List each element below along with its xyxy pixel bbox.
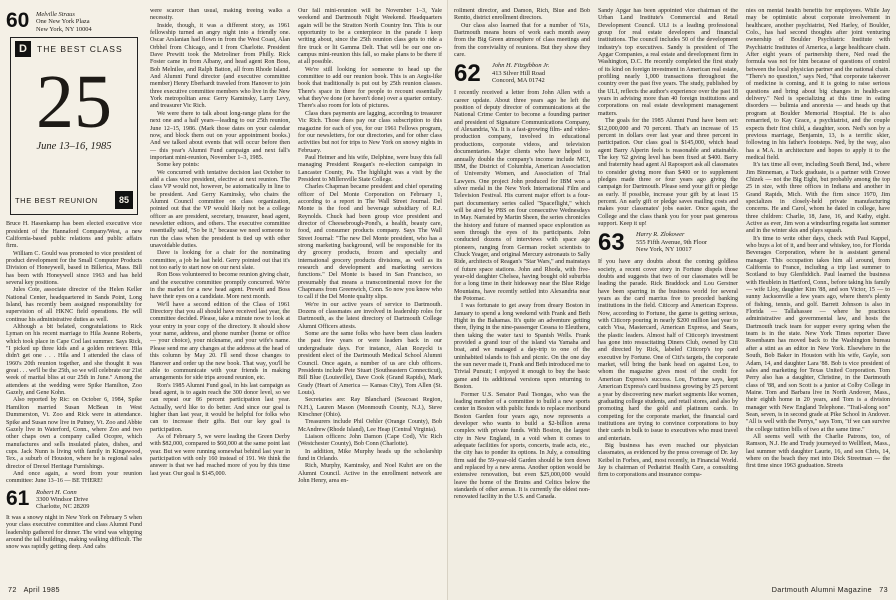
secretary-name: Harry R. Zlokower <box>636 231 685 239</box>
address-line-2: Concord, MA 01742 <box>492 77 545 85</box>
class-number: 62 <box>454 60 481 88</box>
column-5 <box>598 8 738 578</box>
column-1 <box>6 8 142 578</box>
class-number: 61 <box>6 486 30 510</box>
class-secretary-address <box>36 489 89 511</box>
column-2 <box>150 8 290 578</box>
paragraph: As of February 5, we were leading the Green Derby with $82,000, compared to $60,000 at the same point last year. But we were running somewhat behind last year in participation with only 160 instead of 191. We think the answer is that we had reached more of you by this time last year. Our goal is $145,000. <box>150 433 290 477</box>
paragraph: I recently received a letter from John Allen with a career update. About three years ago he left the position of deputy director of communications at the National Crime Center to become a founding partner and president of Signature Communications Company, of Alexandria, Va. It is a fast-growing film- and video-production company, involved in educational productions, corporate videos, and television documentaries. Major clients who have helped to annually double the company's income include MCI, IBM, the District of Columbia, American Association of University Women, and Association of Trial Lawyers. One project John produced for IBM won a silver medal in the New York International Film and Television Festival. His current major effort is a four-part documentary series called "Spaceflight," which will be aired by PBS on four consecutive Wednesdays in May. Narrated by Martin Sheen, the series chronicles the history and future of manned space exploration as seen through the eyes of its participants. John conducted dozens of interviews with space age pioneers, ranging from German rocket scientists to Chuck Yeager, and original Mercury astronauts to Sally Ride, architects of Reagan's "Star Wars," and mainstays of future space stations. John and Rhoda, with five-year-old daughter Chelsea, having bought old suburbia for a long time in their hideaway near the Blue Ridge Mountains, have recently settled into Alexandria near the Potomac. <box>454 90 590 303</box>
secretary-name: Robert H. Conn <box>36 488 77 496</box>
paragraph: Sandy Apgar has been appointed vice chairman of the Urban Land Institute's Commercial and Retail Development Council. ULI is a leading professional group for real estate developers and financial institutions. The council includes 50 of the development industry's top executives. Sandy is president of The Apgar Companies, a real estate and development firm in Washington, D.C. He recently completed the first study of its kind on foreign investment in American real estate, profiling nearly 1,000 transactions throughout the country over the past five years. The study, published by the ULI, reflects the author's experience over the past 18 years in advising more than 40 foreign institutions and corporations on real estate development management matters. <box>598 8 738 117</box>
paragraph: Class dues payments are lagging, according to treasurer Vic Rich. Those dues pay our class subscription to this magazine for each of you, for our 1961 Fellows program, for our newsletters, for our directories, and for other class activities but not for trips to New York on snowy nights in February. <box>298 110 442 154</box>
d-logo-icon: D <box>15 41 31 57</box>
paragraph: We were there to talk about long-range plans for the next one and a half years—leading to our 25th reunion, June 12–15, 1986. (Mark those dates on your calendar now, and block them out on your appointment books.) And we talked about events that will occur before then — this year's Alumni Fund campaign and next fall's important mini-reunion, November 1–3, 1985. <box>150 110 290 161</box>
paragraph: Jules Cote, associate director of the Helen Keller National Center, headquartered in Sands Point, Long Island, has recently been assigned responsibility for supervision of all HKNC field operations. He will continue his administrative duties as well. <box>6 287 142 323</box>
page-number: 72 <box>8 585 17 594</box>
paragraph: Liaison officers: John Damon (Cape Cod), Vic Rich (Westchester County), Bob Conn (Charlotte). <box>298 433 442 448</box>
paragraph: Although a bit belated, congratulations to Rick Lyman on his recent marriage to Hila Jeanne Roberts, which took place in Cape Cod last summer. Says Rick, "I picked up three kids and a golden retriever. Hila didn't get one . . . Hila and I attended the class of 1960's 20th reunion together, and she thought it was great . . . we'll be the 25th, so we will celebrate our 21st week of marital bliss at our 25th in June." Among the attendees at the wedding were Spike Hamilton, Zoo Gazely, and Gene Kohn. <box>6 324 142 397</box>
right-page <box>448 0 896 600</box>
paragraph: If you have any doubts about the coming goldless society, a recent cover story in Fortune dispels those doubts and suggests that two of our classmates will be leading the parade. Rick Braddock and Lou Gerstner have been sparring in the business world for several years as the card marrius free to preceded banking institutions in the field. Citicorp and American Express. Now, according to Fortune, the game is getting serious, with Citicorp pouring in nearly $200 million last year to catch Visa, Mastercard, American Express, and Sears, the plastic leaders. Almost half of Citicorp's investment has gone into resuscitating Diners Club, owned by Citi and directed by Rick, labeled Citicorp's top card executive by Fortune. One of Citi's targets, the corporate market, will bring the bank head on against Lou, to whom the magazine gives most of the credit for American Express's success. Lou, Fortune says, kept American Express's card business growing by 25 percent a year by discovering new market segments like women, graduating college students, and retail stores, and also by promoting hard the gold and platinum cards. In competing for the corporate market, the financial card institutions are trying to convince corporations to buy their cards in bulk to issue to executives who must travel and entertain. <box>598 259 738 442</box>
paragraph: In addition, Mike Murphy heads up the scholarship fund in Orlando. <box>298 448 442 462</box>
paragraph: Also reported by Ric: on October 6, 1984, Spike Hamilton married Susan McBean in West Dummerston, Vt. Zoo and Rick were in attendance. Spike and Susan now live in Putney, Vt. Zoo and Abbie Gazely live in Waterford, Conn., where Zoo and two other chaps own a company called Ocopre, which manufactures and sells insulated plates, dishes, and cups. Jack Nunn is living with family in Kingswood, Tex., a suburb of Houston, where he is regional sales director of Drexel Heritage Furnishings. <box>6 397 142 470</box>
secretary-name: Melville Straus <box>36 11 75 18</box>
column-6 <box>746 8 890 578</box>
address-line-1: 3300 Windsor Drive <box>36 496 89 503</box>
footer-right <box>772 585 888 594</box>
address-line-2: New York, NY 10004 <box>36 25 92 33</box>
paragraph: It was a snowy night in New York on February 5 when your class executive committee and class Alumni Fund leadership gathered for dinner. The wind was whipping around the tall buildings, making walking difficult. The snow was rapidly getting deep. And cabs <box>6 514 142 551</box>
paragraph: Our class also learned that for a number of '61s, Dartmouth means hours of work each month away from the Big Green atmosphere of class meetings and from the conviviality of reunions. But they show they care. <box>454 22 590 59</box>
paragraph: Rich, Murphy, Kaminsky, and Noel Kuhrt are on the Alumni Council. Active in the enrollment network are John Henry, area en- <box>298 463 442 484</box>
paragraph: Some are the same folks who have been class leaders the past few years or were leaders back in our undergraduate days. For instance, Alan Rozycki is president elect of the Dartmouth Medical School Alumni Council. Once again, a number of us are club officers. Presidents include Pete Stuart (Southeastern Connecticut), Bill Blue (Louisville), Dave Cook (Grand Rapids), Mark Grady (Heart of America — Kansas City), Tom Allen (St. Louis). <box>298 331 442 396</box>
class-1963-heading <box>598 231 738 255</box>
reunion-box <box>10 37 138 215</box>
paragraph: Some key points: <box>157 162 200 169</box>
paragraph: It's time to write other days, check with Paul Kappel, who buys a lot of it, and beer and whiskey, too, for Florida Beverages Corporation, where he is assistant general manager. This occupation takes him all around, from California to France, including a trip last summer to Scotland to buy Glenfiddich. Paul learned the business with Heublein in Hartford, Conn., before taking his family — wife Lloy, daughter Kim '88, and son Victor, 15 — to sunny Jacksonville a few years ago, where there's plenty of fishing, tennis, and golf. Barrett Johnson is also in Florida — Tallahassee — where he practices administrative and governmental law, and hosts the Dartmouth track team for supper every spring when the team is in the state. New York Times reporter Dave Rosenbaum has moved back to the Washington bureau after a stint as an editor in New York. Elsewhere in the South, Bob Baker in Houston with his wife, Gayle, son Adam, 14, and daughter Lara '88. Bob is vice president of sales and marketing for Texas United Corporation. Tom Perry also has a daughter, Christine, in the Dartmouth class of '88, and son Scott is a junior at Colby College in Maine. Tom and Barbara live in North Andover, Mass., their eighth home in 20 years, and Tom is a division manager with New England Telephone. "Trail-along son" Sean, seven, is in second grade at Pike School in Andover. "All is well with the Perrys," says Tom, "if we can survive the college tuition bills of two at the same time." <box>746 235 890 433</box>
paragraph: rollment director, and Damon, Rich, Blue and Bob Rentto, district enrollment directors. <box>454 8 590 22</box>
class-1960-heading <box>6 11 142 33</box>
paragraph: All seems well with the Charlie Patrons, too, of Ramson, N.J. He and Trudy journeyed to Wellfleet, Mass., last summer with daughter Laurie, 16, and son Chris, 14, where on the beach they met into Dick Streetman — the first time since 1963 graduation. Streets <box>746 433 890 470</box>
paragraph: Secretaries are: Ray Blanchard (Seacoast Region, N.H.), Lauren Mason (Monmouth County, N.J.), Steve Kirschner (Ohio). <box>298 397 442 418</box>
footer-left <box>8 585 60 594</box>
paragraph: Dave is looking for a chair for the nominating committee, a job he last held. Gerry pointed out that it's not too early to start now on our next slate. <box>150 250 290 272</box>
reunion-number: 25 <box>36 60 112 145</box>
class-1962-heading <box>454 62 590 86</box>
paragraph: We're still looking for someone to head up the committee to add our reunion book. This is an Aegis-like book that traditionally is put out by 25th reunion classes. There's space in there for people to recount essentially what they've done (or haven't done) over a quarter century. There's also room for lots of pictures. <box>298 66 442 110</box>
column-3 <box>298 8 442 578</box>
best-class-label: THE BEST CLASS <box>37 43 123 54</box>
reunion-dates: June 13–16, 1985 <box>36 141 112 153</box>
magazine-name: Dartmouth Alumni Magazine <box>771 585 872 594</box>
best-class-row <box>15 41 133 57</box>
class-secretary-address <box>492 62 549 84</box>
paragraph: Our fall mini-reunion will be November 1–3, Yale weekend and Dartmouth Night Weekend. Headquarters again will be the Stratton North Country Inn. This is our opportunity to be a centerpiece in the parade I keep writing about, since the 25th reunion class gets to ride a fire truck or lit Gamma Delt. That will be our one on-campus mini-reunion this fall, so make plans to be there if at all possible. <box>298 8 442 66</box>
page-number: 73 <box>879 585 888 594</box>
class-secretary-address <box>636 231 707 253</box>
paragraph: Inside, though, it was a different story, as 1961 fellowship turned an angry night into a friendly one. Oscar Arslanian had flown in from the West Coast, Alan Orbhel from Chicago, and I from Charlotte. President Dave Prewitt took the Metroliner from Philly. Rick Foster came in from Albany, and head agent Ron Boss, Bob Melnilee, and Ralph Batton, all from Rhode Island. And Alumni Fund director (and executive committee member) Henry Eberhardt traveled from Hanover to join three executive committee members who live in the New York metropolitan area: Gerry Kaminsky, Larry Levy, and treasurer Vic Rich. <box>150 22 290 110</box>
paragraph: Ron Boss volunteered to become reunion giving chair, and the executive committee promptly concurred. We're in the market for a new head agent. Prewitt and Boss have their eyes on a candidate. More next month. <box>150 272 290 301</box>
paragraph: Charles Chapman became president and chief operating officer of Del Monte Corporation on February 1, according to a report in The Wall Street Journal. Del Monte is the food and beverage subsidiary of R.J. Reynolds. Chuck had been group vice president and director of Cheesebrough-Pond's, a health, beauty care, food, and consumer products company. Says The Wall Street Journal: "The new Del Monte president, who has a strong marketing background, will be responsible for its dry grocery products, frozen and specialty and international grocery products divisions, as well as its research and development and marketing services functions." Del Monte is based in San Francisco, so presumably that means a transcontinental move for the Chapmans from Greenwich, Conn. So now you know who to call if the Del Monte quality slips. <box>298 184 442 301</box>
secretary-name: John H. Fitzgibbon Jr. <box>492 62 550 70</box>
year-85-icon: 85 <box>115 191 133 209</box>
class-number: 63 <box>598 229 625 257</box>
paragraph: Bruce H. Hasenkamp has been elected executive vice president of the Hannaford Company/West, a new California-based public relations and public affairs firm. <box>6 221 142 250</box>
issue-month: April 1985 <box>23 585 60 594</box>
address-line-1: One New York Plaza <box>36 18 90 26</box>
address-line-2: Charlotte, NC 28209 <box>36 503 90 511</box>
class-secretary-address <box>36 11 92 33</box>
paragraph: Ron's 1985 Alumni Fund goal, in his last campaign as head agent, is to again reach the 300 donor level, so we can repeat our 86 percent participation last year. Actually, we'd like to do better. And since our goal is higher than last year, it would be helpful for folks who can to increase their gifts. But our key goal is participation. <box>150 382 290 433</box>
paragraph: And once again, a word from your reunion committee: June 13–16 — BE THERE! <box>6 470 142 485</box>
best-reunion-label: THE BEST REUNION <box>15 195 98 205</box>
best-reunion-row <box>15 191 133 209</box>
class-1961-heading <box>6 486 142 511</box>
column-4 <box>454 8 590 578</box>
paragraph: were scarcer than usual, making treeing walks a necessity. <box>150 8 290 22</box>
paragraph: I was fortunate to get away from dreary Boston in January to spend a long weekend with Frank and Beth Hight in the Bahamas. It's quite an adventure getting there, flying in the nine-passenger Cessna to Eleuthera, then taking the water taxi to Spanish Wells. Frank provided a grand tour of the island via Yamaha and boat, and we managed a day-trip to one of the uninhabited islands to fish and picnic. On the one day the sun never made it, Frank and Beth introduced me to Trivial Pursuit; I enjoyed it enough to buy the basic game and its additional versions upon returning to Boston. <box>454 303 590 391</box>
address-line-1: 555 Fifth Avenue, 9th Floor <box>636 238 708 246</box>
paragraph: We concurred with tentative decision last October to add a class vice president, elective at next reunion. The class VP would not, however, be automatically in line to be president. And Gerry Kaminsky, who chairs the Alumni Council committee on class organization, pointed out that the VP would likely not be a college officer as are president, secretary, treasurer, head agent, newsletter editors, and others. The executive committee essentially said, "So be it," because we need someone to run the class when the president is tied up with other unavoidable duties. <box>150 169 290 249</box>
paragraph: Former U.S. Senator Paul Tsongas, who was the leading member of a committee to build a new sports center in Boston with public funds to replace moribund Boston Garden four years ago, now represents a developer who wants to build a $2-billion arena complex with private funds. With Boston, the largest city in New England, in a void when it comes to adequate facilities for sports, concerts, trade acts, etc., the city has to ponder its options. In July, a consulting firm said the 59-year-old Garden should be torn down and replaced by a new arena. Another option would be extensive renovation, but even $25,000,000 would leave the home of the Bruins and Celtics below the standards of other arenas. It is currently the oldest non-renovated facility in the U.S. and Canada. <box>454 391 590 501</box>
address-line-2: New York, NY 10017 <box>636 246 692 254</box>
address-line-1: 413 Silver Hill Road <box>492 69 546 77</box>
class-number: 60 <box>6 9 30 32</box>
paragraph: Big business has even reached our physician classmates, as evidenced by the press coverage of Dr. Jay Keibel in Forbes, and, most recently, in Financial World. Jay is chairman of Pediatrist Health Care, a consulting firm to corporations and insurance compa- <box>598 442 738 479</box>
paragraph: nies on mental health benefits for employees. While Jay may be optimistic about corporate involvement in healthcare, another psychiatrist, Ned Harley, of Boulder, Colo., has had second thoughts after joint venturing ownership of Boulder Psychiatric Institute with Psychiatric Institutes of America, a large healthcare chain. After eight years of partnership there, Ned read the formula was not for him because of questions of control between the local physician partner and the national chain. "There's no question," says Ned, "that corporate takeover of medicine is coming, and it is going to raise serious questions and bring about big changes in health-care delivery." Ned is specializing at this time in eating disorders — bulimia and anorexia — and heads up that program at Boulder Memorial Hospital. He is also remarried, to Kay Grace, a psychiatrist, and the couple expects their first child, a daughter, soon. Ned's son by a previous marriage, Benjamin, 13, is a terrific skier, following in his father's footsteps. Ned, by the way, also has a M.A. in architecture and hopes to apply it to the medical field. <box>746 8 890 161</box>
paragraph: We're in our active years of service to Dartmouth. Dozens of classmates are involved in leadership roles for Dartmouth, as the latest directory of Dartmouth College Alumni Officers attests. <box>298 301 442 330</box>
paragraph: William C. Gould was promoted to vice president of product development for the Small Computer Products Division of Honeywell, based in Billerica, Mass. Bill has been with Honeywell since 1963 and has held several key positions. <box>6 250 142 286</box>
paragraph: Paul Heimer and his wife, Delphine, were busy this fall managing President Reagan's re-election campaign in Lancaster County, Pa. The highlight was a visit by the President to Millersville State College. <box>298 154 442 183</box>
paragraph: Treasurers include Phil Oehler (Orange County), Bob McAndrew (Rhode Island), Lee Heap (Central Virginia). <box>298 419 442 433</box>
paragraph: We'll have a second edition of the Class of 1961 Directory that you all should have received last year, the committee decided. Please, take a minute now to look at your entry in your copy of the directory. It should show your name, address, and phone number (home or office — your choice), your nickname, and your wife's name. Please send me any changes at the address at the head of this column by May 20. I'll send those changes to Hanover and order up the new book. That way, you'll be able to communicate with your friends in making arrangements for side trips around reunion, etc. <box>150 301 290 382</box>
paragraph: The goals for the 1985 Alumni Fund have been set: $12,000,000 and 70 percent. That's an increase of 15 percent in dollars over last year and three percent in participation. Our class goal is $145,000, which head agent Barry Alperin feels is reasonable and attainable. The key '62 giving level has been fixed at $400. Barry and fraternity head agent Al Raposport ask all classmates to consider giving more than $400 or to supplement pledges made three or four years ago giving the campaign for Dartmouth. Please send your gift or pledge as early. If possible, increase your gift by at least 15 percent. An early gift or pledge saves mailing costs and makes your classmates' jobs easier. Once again, the College and the class thank you for your past generous support. Keep it up! <box>598 118 738 227</box>
paragraph: It's tax time all over, including South Bend, Ind., where Jim Binneman, a Tuck graduate, is a partner with Crowe Chizek — not the Big Eight, but probably among the top 25 in size, with three offices in Indiana and another in Grand Rapids, Mich. With the firm since 1970, Jim specializes in closely-held private manufacturing concerns. He and Carol, whom he dated in college, have three children: Charlie, 18, Jane, 16, and Kathy, eight. Active as ever, Jim won a windsurfing regatta last summer and in the winter skis and plays squash. <box>746 162 890 235</box>
